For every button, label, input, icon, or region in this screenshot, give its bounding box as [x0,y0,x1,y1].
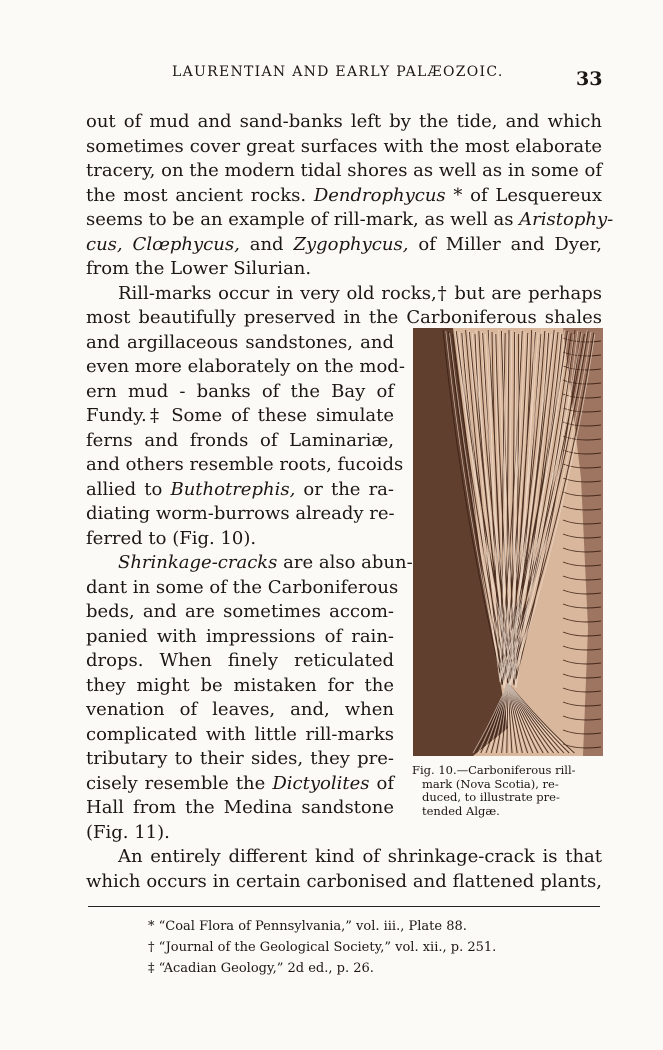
text-line: tracery, on the modern tidal shores as well as in some of [86,160,602,181]
page-number: 33 [576,68,603,90]
text-line: ern mud - banks of the Bay of [86,380,394,402]
text-line: and others resemble roots, fucoids [86,454,404,475]
text-line: and argillaceous sandstones, and [86,331,394,353]
text-line: Shrinkage-cracks are also abun- [118,552,413,573]
rill-mark-illustration [413,328,603,756]
text-line: which occurs in certain carbonised and flattened plants, [86,870,602,892]
text-line: beds, and are sometimes accom- [86,601,394,622]
text-line: from the Lower Silurian. [86,258,312,279]
text-line: even more elaborately on the mod- [86,356,405,377]
caption-line: duced, to illustrate pre- [422,790,560,804]
text-line: An entirely different kind of shrinkage-crack is that [118,846,602,867]
text-line: drops. When finely reticulated [86,650,394,671]
text-line: out of mud and sand-banks left by the tide, and which [86,111,602,132]
text-line: (Fig. 11). [86,821,170,843]
footnote: † “Journal of the Geological Society,” vol. xii., p. 251. [148,940,497,955]
text-line: Rill-marks occur in very old rocks,† but are perhaps [118,282,602,304]
text-line: panied with impressions of rain- [86,625,394,647]
text-line: sometimes cover great surfaces with the most elaborate [86,135,602,157]
text-line: Hall from the Medina sandstone [86,797,394,818]
text-line: seems to be an example of rill-mark, as well as Aristophy- [86,209,614,230]
footnote: * “Coal Flora of Pennsylvania,” vol. iii., Plate 88. [148,919,467,934]
text-line: they might be mistaken for the [86,674,394,696]
text-line: cus, Clœphycus, and Zygophycus, of Miller and Dyer, [86,233,602,255]
text-line: dant in some of the Carboniferous [86,576,399,598]
text-line: ferns and fronds of Laminariæ, [86,429,394,451]
caption-line: mark (Nova Scotia), re- [422,776,559,791]
figure-caption [412,764,602,818]
text-line: diating worm-burrows already re- [86,503,395,524]
text-line: tributary to their sides, they pre- [86,748,394,769]
footnote: ‡ “Acadian Geology,” 2d ed., p. 26. [148,961,374,976]
text-line: complicated with little rill-marks [86,723,394,745]
text-line: allied to Buthotrephis, or the ra- [86,478,394,500]
running-title: LAURENTIAN AND EARLY PALÆOZOIC. [172,64,504,80]
text-line: most beautifully preserved in the Carboniferous shales [86,307,602,328]
caption-line: tended Algæ. [422,803,500,818]
text-line: the most ancient rocks. Dendrophycus * of Lesquereux [86,184,602,206]
text-line: ferred to (Fig. 10). [86,527,257,549]
caption-line: Fig. 10.—Carboniferous rill- [412,763,576,777]
text-line: cisely resemble the Dictyolites of [86,772,394,794]
text-line: Fundy.‡ Some of these simulate [86,405,394,426]
footnote-rule [88,906,600,907]
text-line: venation of leaves, and, when [86,699,394,720]
